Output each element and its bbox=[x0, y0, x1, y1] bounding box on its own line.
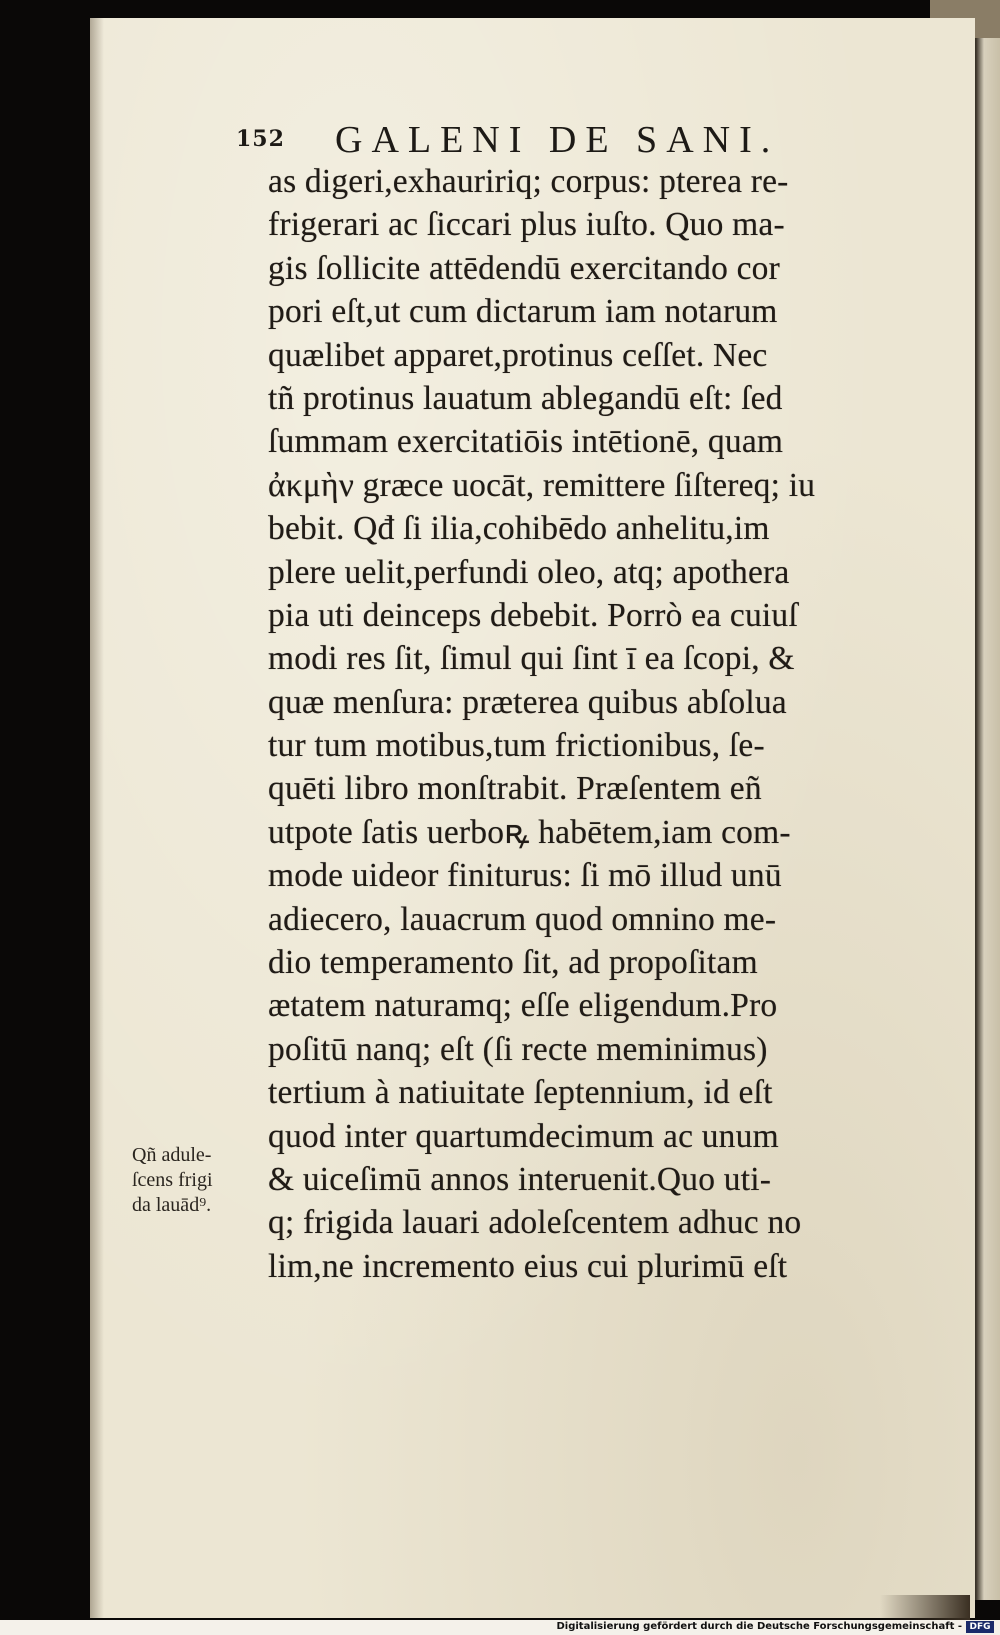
text-line: as digeri,exhauririq; corpus: pterea re- bbox=[268, 163, 789, 200]
text-line: quod inter quartumdecimum ac unum bbox=[268, 1117, 779, 1155]
text-line: gis ſollicite attēdendū exercitando cor bbox=[268, 249, 780, 287]
text-line: pori eſt,ut cum dictarum iam notarum bbox=[268, 293, 778, 331]
text-line: quēti libro monſtrabit. Præſentem eñ bbox=[268, 770, 762, 808]
text-line: adiecero, lauacrum quod omnino me- bbox=[268, 900, 777, 938]
text-line: modi res ſit, ſimul qui ſint ī ea ſcopi, & bbox=[268, 640, 795, 678]
text-line: poſitū nanq; eſt (ſi recte meminimus) bbox=[268, 1030, 768, 1068]
text-line: quæ menſura: prætereа quibus abſolua bbox=[268, 683, 787, 721]
text-line: tertium à natiuitate ſeptennium, id eſt bbox=[268, 1074, 773, 1112]
text-line: plere uelit,perfundi oleo, atq; apothera bbox=[268, 553, 790, 591]
footer-credit: Digitalisierung gefördert durch die Deutsche Forschungsgemeinschaft - bbox=[556, 1621, 962, 1632]
margin-note-line: Qñ adule- bbox=[132, 1144, 212, 1166]
running-head: GALENI DE SANI. bbox=[335, 119, 780, 161]
margin-note-line: ſcens frigi bbox=[132, 1169, 213, 1191]
text-line: tñ protinus lauatum ablegandū eſt: ſed bbox=[268, 379, 783, 417]
margin-note-line: da lauād⁹. bbox=[132, 1194, 212, 1216]
text-line: bebit. Qđ ſi ilia,cohibēdo anhelitu,im bbox=[268, 510, 770, 548]
text-line: ἀκμὴν græce uocāt, remittere ſiſtereq; iu bbox=[268, 466, 816, 504]
margin-note bbox=[132, 1143, 267, 1218]
text-line: tur tum motibus,tum frictionibus, ſe- bbox=[268, 727, 765, 765]
text-line: mode uideor finiturus: ſi mō illud unū bbox=[268, 857, 782, 895]
page-gutter-shadow bbox=[90, 18, 104, 1618]
text-line: utpote ſatis uerboꝶ habētem,iam com- bbox=[268, 813, 791, 851]
text-line: frigerari ac ſiccari plus iuſto. Quo ma- bbox=[268, 206, 785, 244]
body-text bbox=[268, 160, 898, 1288]
dfg-logo: DFG bbox=[966, 1621, 994, 1633]
text-line: pia uti deinceps debebit. Porrò ea cuiuſ bbox=[268, 596, 798, 634]
text-line: lim,ne incremento eius cui plurimū eſt bbox=[268, 1247, 788, 1285]
text-line: dio temperamento ſit, ad propoſitam bbox=[268, 944, 758, 982]
page-number: 152 bbox=[236, 126, 285, 152]
text-line: quælibet apparet,protinus ceſſet. Nec bbox=[268, 336, 768, 374]
scan-shadow bbox=[880, 1595, 970, 1620]
text-line: & uiceſimū annos interuenit.Quo uti- bbox=[268, 1160, 772, 1198]
text-line: ætatem naturamq; eſſe eligendum.Pro bbox=[268, 987, 778, 1025]
text-line: ſummam exercitatiōis intētionē, quam bbox=[268, 423, 784, 461]
text-line: q; frigida lauari adoleſcentem adhuc no bbox=[268, 1204, 802, 1242]
